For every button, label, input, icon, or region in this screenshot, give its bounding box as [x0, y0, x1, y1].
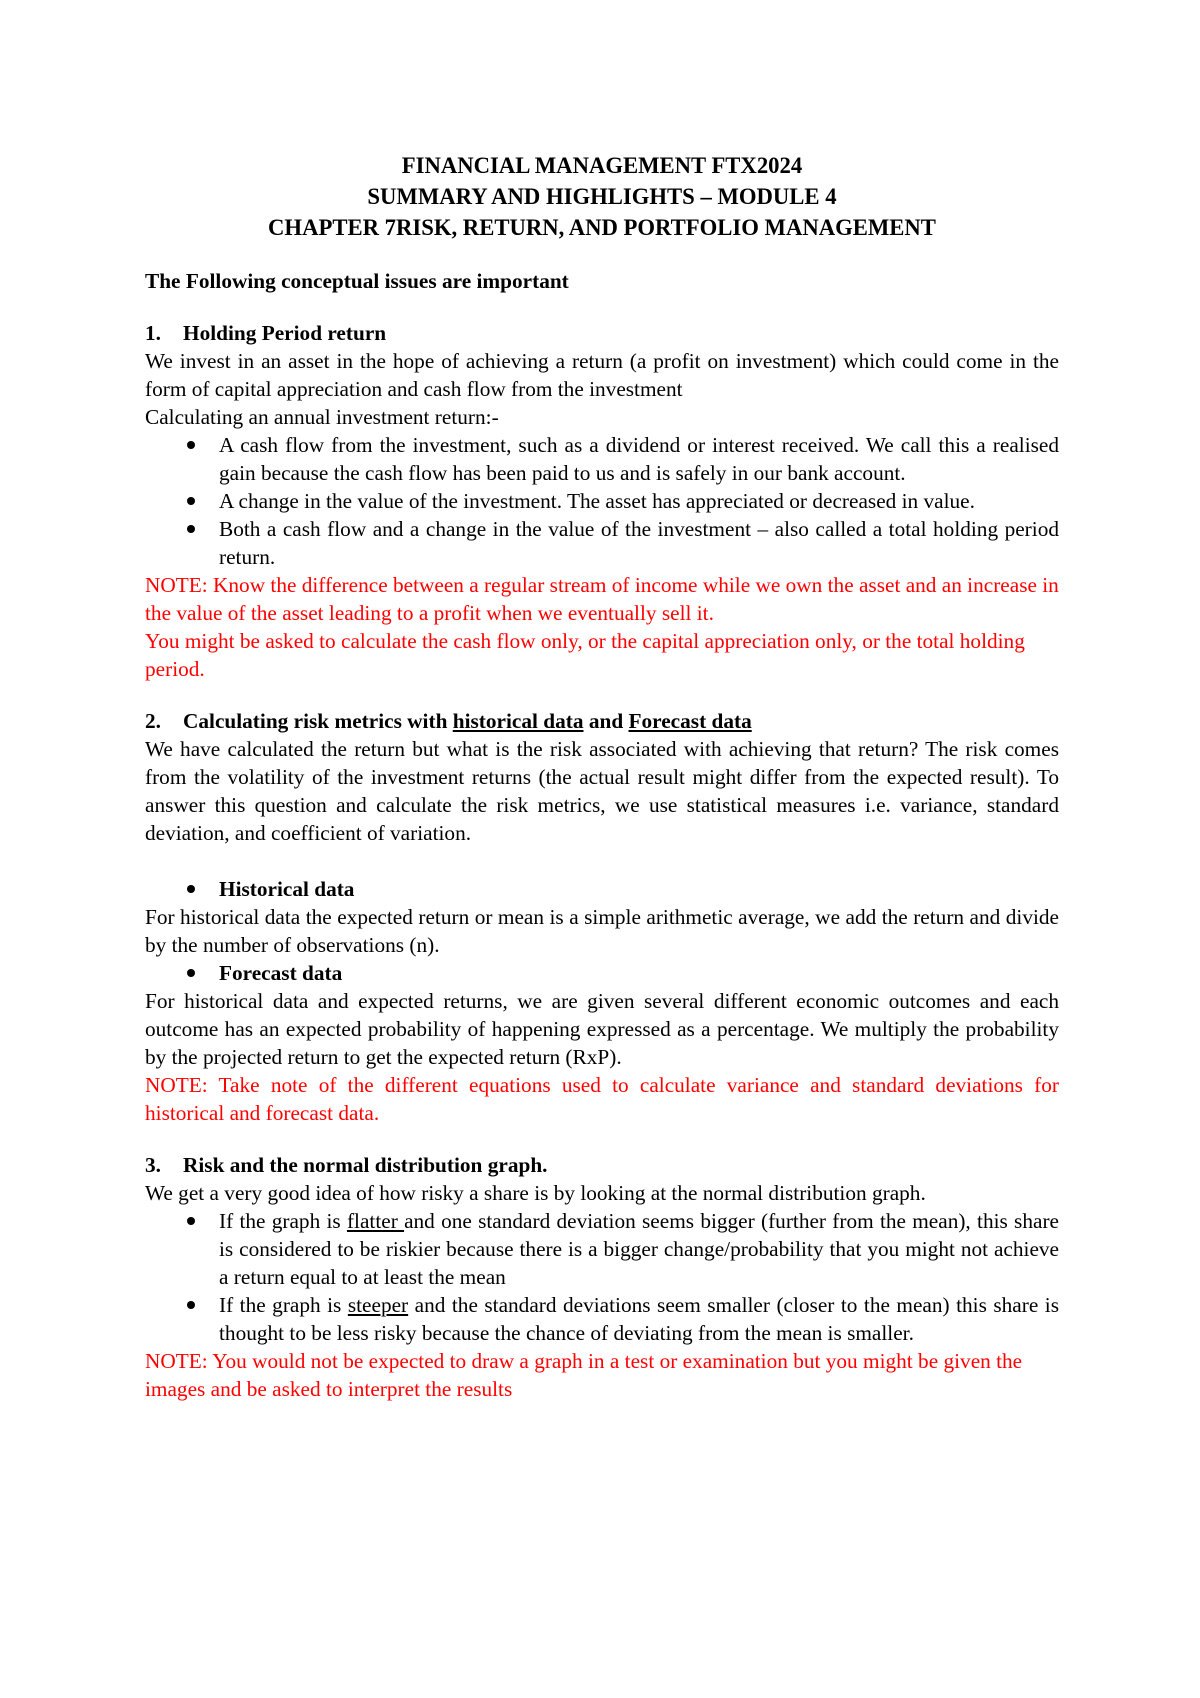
historical-data-text: For historical data the expected return or mean is a simple arithmetic average, we add the return and divide by the number of observations (n). — [145, 905, 1059, 957]
section-2-title — [183, 707, 752, 735]
bullet-text: If the graph is — [219, 1209, 347, 1233]
title-course: FINANCIAL MANAGEMENT FTX2024 — [401, 153, 803, 178]
section-1-paragraph: We invest in an asset in the hope of achieving a return (a profit on investment) which could come in the form of capital appreciation and cash flow from the investment — [145, 349, 1059, 401]
historical-data-heading: Historical data — [145, 875, 1059, 903]
forecast-data-heading: Forecast data — [145, 959, 1059, 987]
intro-heading: The Following conceptual issues are important — [145, 269, 569, 293]
section-1-bullet-list — [145, 431, 1059, 571]
section-2-title-part: Calculating risk metrics with — [183, 709, 453, 733]
title-module: SUMMARY AND HIGHLIGHTS – MODULE 4 — [367, 184, 837, 209]
list-item — [145, 1207, 1059, 1291]
section-2-title-forecast: Forecast data — [628, 709, 752, 733]
section-1-note: NOTE: Know the difference between a regular stream of income while we own the asset and an increase in the value of the asset leading to a profit when we eventually sell it. — [145, 573, 1059, 625]
section-2-title-historical: historical data — [452, 709, 584, 733]
list-item: A cash flow from the investment, such as a dividend or interest received. We call this a realised gain because the cash flow has been paid to us and is safely in our bank account. — [145, 431, 1059, 487]
section-2-title-and: and — [583, 709, 629, 733]
document-title-block — [125, 150, 1079, 243]
spacer — [145, 847, 1059, 875]
section-3-heading — [145, 1151, 1059, 1179]
forecast-data-text: For historical data and expected returns, we are given several different economic outcomes and each outcome has an expected probability of happening expressed as a percentage. We multiply the probability by the projected return to get the expected return (RxP). — [145, 989, 1059, 1069]
section-3-bullet-list — [145, 1207, 1059, 1347]
section-2-heading — [145, 707, 1059, 735]
section-3-note: NOTE: You would not be expected to draw a graph in a test or examination but you might be given the images and be asked to interpret the results — [145, 1349, 1023, 1401]
bullet-underlined-word: steeper — [347, 1293, 409, 1317]
section-2-bullet-historical — [145, 875, 1059, 903]
section-3-title: Risk and the normal distribution graph. — [183, 1153, 548, 1177]
section-1-note-2: You might be asked to calculate the cash flow only, or the capital appreciation only, or the total holding period. — [145, 629, 1025, 681]
section-3-paragraph: We get a very good idea of how risky a share is by looking at the normal distribution graph. — [145, 1181, 926, 1205]
bullet-text: and one standard deviation seems bigger (further from the mean), this share is considered to be riskier because there is a bigger change/probability that you might not achieve a return equal to at least the mean — [219, 1209, 1059, 1289]
title-chapter: CHAPTER 7RISK, RETURN, AND PORTFOLIO MANAGEMENT — [268, 215, 936, 240]
section-2-bullet-forecast — [145, 959, 1059, 987]
section-2-note: NOTE: Take note of the different equations used to calculate variance and standard deviations for historical and forecast data. — [145, 1073, 1059, 1125]
list-item: A change in the value of the investment. The asset has appreciated or decreased in value. — [145, 487, 1059, 515]
list-item — [145, 1291, 1059, 1347]
section-2-number: 2. — [145, 709, 161, 733]
section-2-paragraph: We have calculated the return but what is the risk associated with achieving that return? The risk comes from the volatility of the investment returns (the actual result might differ from the expected result). To answer this question and calculate the risk metrics, we use statistical measures i.e. variance, standard deviation, and coefficient of variation. — [145, 737, 1059, 845]
bullet-underlined-word: flatter — [346, 1209, 405, 1233]
section-3-number: 3. — [145, 1153, 161, 1177]
section-1-title: Holding Period return — [183, 321, 387, 345]
bullet-text: If the graph is — [219, 1293, 348, 1317]
list-item: Both a cash flow and a change in the value of the investment – also called a total holding period return. — [145, 515, 1059, 571]
section-1-subheading: Calculating an annual investment return:- — [145, 405, 499, 429]
document-body — [145, 150, 1059, 1403]
section-1-heading — [145, 319, 1059, 347]
bullet-text: and the standard deviations seem smaller (closer to the mean) this share is thought to be less risky because the chance of deviating from the mean is smaller. — [219, 1293, 1059, 1345]
section-1-number: 1. — [145, 321, 161, 345]
